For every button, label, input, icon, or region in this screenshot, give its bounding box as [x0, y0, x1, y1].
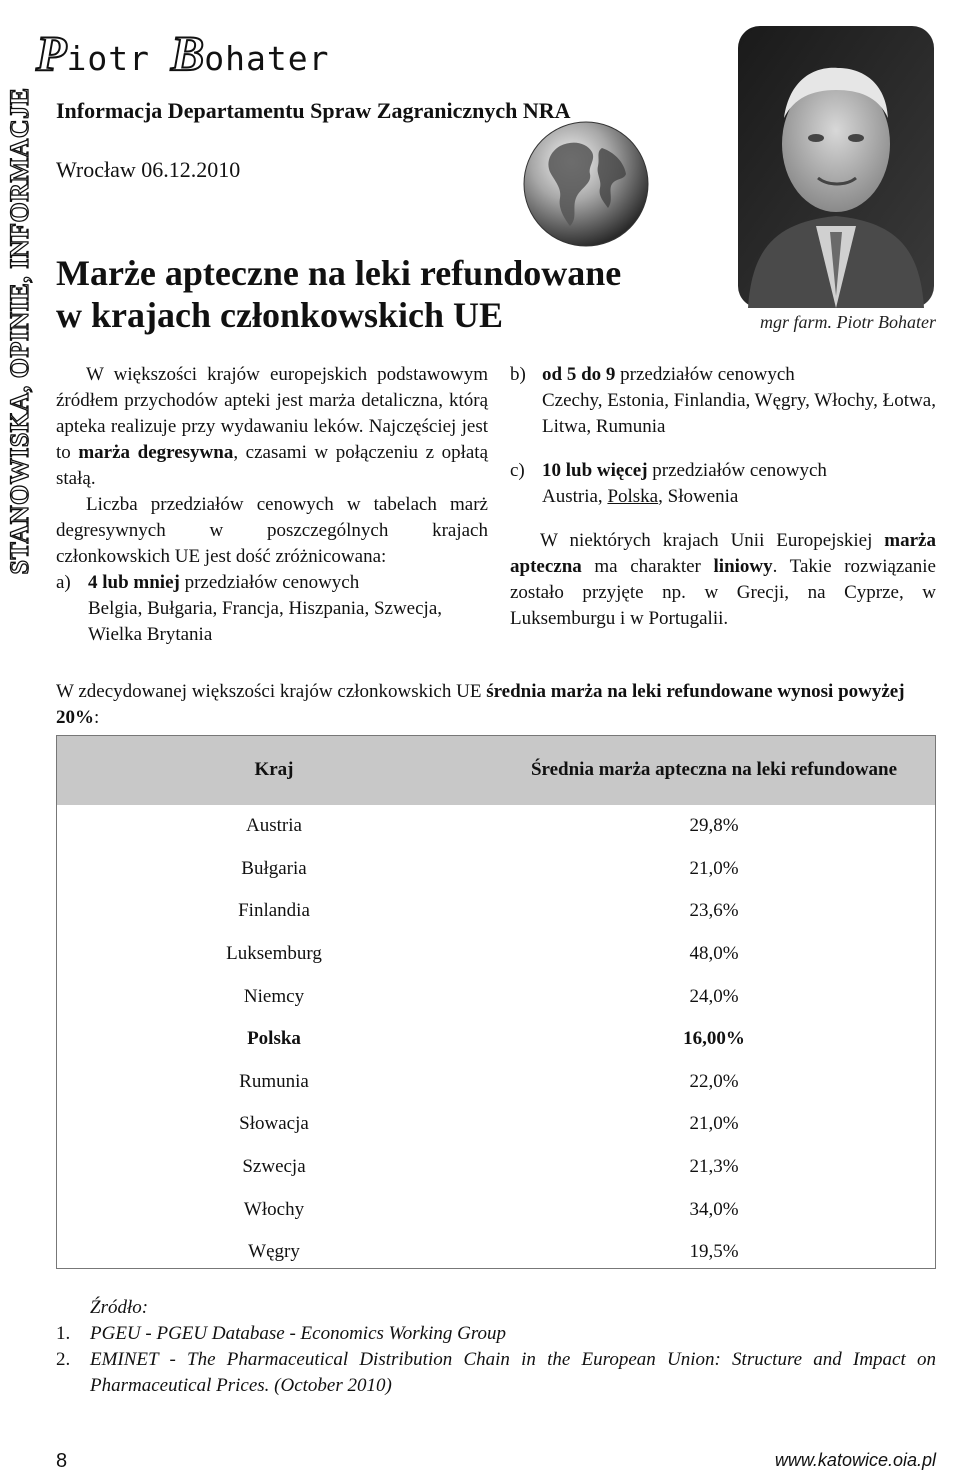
- list-item-bold: 4 lub mniej: [88, 572, 180, 593]
- globe-icon: [520, 118, 652, 250]
- paragraph-bold: marża apteczna: [510, 530, 936, 577]
- column-header-country: Kraj: [56, 735, 492, 805]
- left-column: [56, 362, 488, 648]
- intro-tail: , czasami w połączeniu z opłatą stałą.: [56, 442, 489, 489]
- cell-country: Rumunia: [239, 1070, 309, 1092]
- source-number: 1.: [56, 1323, 71, 1344]
- list-item-text: przedziałów cenowych: [615, 364, 795, 385]
- sources: [56, 1295, 936, 1399]
- cell-margin: 16,00%: [683, 1028, 745, 1050]
- cell-country: Włochy: [243, 1198, 305, 1220]
- lead-text: W zdecydowanej większości krajów członkowskich UE: [56, 681, 487, 702]
- cell-margin: 48,0%: [689, 943, 739, 965]
- list-item-countries: Belgia, Bułgaria, Francja, Hiszpania, Szwecja, Wielka Brytania: [88, 598, 443, 645]
- list-item-text: przedziałów cenowych: [647, 460, 827, 481]
- cell-country: Węgry: [248, 1241, 300, 1263]
- table-row: [56, 1061, 936, 1104]
- table-row: [56, 1018, 936, 1061]
- cell-margin: 29,8%: [689, 815, 739, 837]
- list-item-countries: [542, 484, 936, 510]
- lead-bold: średnia marża na leki refundowane wynosi powyżej 20%: [56, 681, 905, 728]
- intro-paragraph: [56, 362, 488, 492]
- source-item: [56, 1321, 936, 1347]
- dateline: Wrocław 06.12.2010: [56, 157, 241, 182]
- department-heading: Informacja Departamentu Spraw Zagranicznych NRA: [56, 98, 571, 123]
- list-item-body: [542, 362, 936, 440]
- source-text: PGEU - PGEU Database - Economics Working Group: [90, 1323, 507, 1344]
- cell-country: Luksemburg: [226, 943, 322, 965]
- paragraph-text: . Takie rozwiązanie zostało przyjęte np. w Grecji, na Cyprze, w Luksemburgu i w Portugalii.: [510, 556, 936, 629]
- table-header-row: [56, 735, 936, 805]
- cell-margin: 21,0%: [689, 1113, 739, 1135]
- paragraph-text: ma charakter: [581, 556, 714, 577]
- list-marker: c): [510, 460, 525, 481]
- list-item-bold: od 5 do 9: [542, 364, 616, 385]
- cell-margin: 34,0%: [689, 1198, 739, 1220]
- list-item-body: [542, 458, 936, 510]
- cell-country: Szwecja: [242, 1156, 306, 1178]
- list-marker: b): [510, 364, 526, 385]
- ranges-paragraph: Liczba przedziałów cenowych w tabelach marż degresywnych w poszczególnych krajach członkowskich UE jest dość zróżnicowana:: [56, 494, 488, 567]
- cell-country: Austria: [246, 815, 302, 837]
- article-title: [56, 252, 621, 336]
- website-link[interactable]: www.katowice.oia.pl: [774, 1450, 936, 1470]
- table-row: [56, 1146, 936, 1189]
- cell-country: Finlandia: [238, 900, 310, 922]
- author-name-part: iotr: [66, 39, 171, 78]
- list-item-countries: Czechy, Estonia, Finlandia, Węgry, Włochy, Łotwa, Litwa, Rumunia: [542, 390, 936, 437]
- side-section-label: [4, 66, 34, 596]
- source-number: 2.: [56, 1349, 71, 1370]
- author-photo: [738, 26, 934, 308]
- list-item-c: [510, 458, 936, 510]
- cell-margin: 21,3%: [689, 1156, 739, 1178]
- sources-label: Źródło:: [90, 1297, 149, 1318]
- source-item: [56, 1347, 936, 1399]
- intro-bold: marża degresywna: [78, 442, 234, 463]
- author-name: [36, 25, 330, 81]
- table-row: [56, 1188, 936, 1231]
- paragraph-text: W niektórych krajach Unii Europejskiej: [540, 530, 885, 551]
- cell-country: Niemcy: [243, 985, 305, 1007]
- author-initial-p: P: [36, 25, 67, 81]
- table-row: [56, 805, 936, 848]
- cell-margin: 22,0%: [689, 1070, 739, 1092]
- countries-text: , Słowenia: [658, 486, 739, 507]
- table-row: [56, 1103, 936, 1146]
- cell-margin: 24,0%: [689, 985, 739, 1007]
- cell-margin: 23,6%: [689, 900, 739, 922]
- cell-margin: 21,0%: [689, 857, 739, 879]
- title-line-1: Marże apteczne na leki refundowane: [56, 253, 622, 293]
- list-marker: a): [56, 572, 71, 593]
- paragraph-bold: liniowy: [713, 556, 773, 577]
- list-item-b: [510, 362, 936, 440]
- list-item-body: [88, 570, 488, 648]
- table-row: [56, 890, 936, 933]
- photo-caption: mgr farm. Piotr Bohater: [759, 312, 936, 332]
- side-section-label-text: STANOWISKA, OPINIE, INFORMACJE: [5, 87, 34, 575]
- right-column: [510, 362, 936, 632]
- table-row: [56, 1231, 936, 1274]
- author-initial-b: B: [170, 25, 205, 81]
- list-item-bold: 10 lub więcej: [542, 460, 648, 481]
- intro-text: W większości krajów europejskich podstawowym źródłem przychodów apteki jest marża detaliczna, którą apteka realizuje przy wydawaniu leków. Najczęściej jest to: [56, 364, 488, 463]
- countries-underlined: Polska: [607, 486, 659, 507]
- column-header-margin: Średnia marża apteczna na leki refundowane: [492, 735, 936, 805]
- table-row: [56, 933, 936, 976]
- source-text: EMINET - The Pharmaceutical Distribution Chain in the European Union: Structure and Impact on Pharmaceutical Prices. (October 2010): [90, 1349, 936, 1396]
- list-item-text: przedziałów cenowych: [179, 572, 360, 593]
- linear-margin-paragraph: [510, 528, 936, 632]
- title-line-2: w krajach członkowskich UE: [56, 295, 504, 335]
- table-row: [56, 975, 936, 1018]
- cell-margin: 19,5%: [689, 1241, 739, 1263]
- list-item-a: [56, 570, 488, 648]
- margin-table: [56, 735, 936, 1274]
- lead-tail: :: [94, 707, 100, 728]
- table-row: [56, 848, 936, 891]
- countries-text: Austria,: [542, 486, 608, 507]
- author-name-part: ohater: [204, 39, 330, 78]
- cell-country: Polska: [247, 1028, 301, 1050]
- cell-country: Bułgaria: [241, 857, 307, 879]
- cell-country: Słowacja: [239, 1113, 309, 1135]
- table-lead-sentence: [56, 679, 936, 731]
- page-number: 8: [56, 1450, 68, 1472]
